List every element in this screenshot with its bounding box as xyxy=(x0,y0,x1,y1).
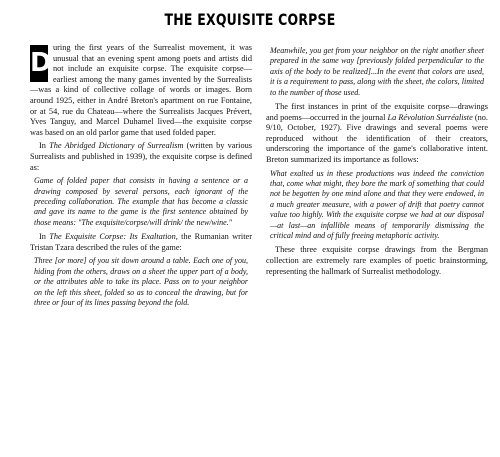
tzara-paragraph xyxy=(30,232,252,253)
text-span: the Rumanian writer Tristan Tzara described the rules of the game: xyxy=(30,232,252,252)
tzara-quote-continued: Meanwhile, you get from your neighbor on the right another sheet prepared in the same way [previously folded perpendicular to the axis of the body to be realized]...In the event that colors are used, it is a requirement to pass, along with the sheet, the colors, limited to the number of those used. xyxy=(270,46,484,97)
dictionary-paragraph xyxy=(30,141,252,173)
book-title: The Exquisite Corpse: Its Exaltation, xyxy=(49,232,178,242)
text-span: (written by various Surrealists and published in 1939), the exquisite corpse is defined as: xyxy=(30,141,252,172)
text-span: (no. 9/10, October, 1927). Five drawings and several poems were reproduced without the identification of their creators, underscoring the importance of the game's collaborative intent. Breton summarized its importance as follows: xyxy=(266,112,488,164)
drop-cap: D xyxy=(30,45,48,82)
intro-paragraph xyxy=(30,43,252,138)
tzara-quote: Three [or more] of you sit down around a table. Each one of you, hiding from the others, draws on a sheet the upper part of a body, or the attributes able to take its place. Pass on to your neighbor on the left this sheet, folded so as to conceal the drawing, but for three or four of its lines passing beyond the fold. xyxy=(34,256,248,307)
intro-text: uring the first years of the Surrealist movement, it was unusual that an evening spent among poets and artists did not include an exquisite corpse. The exquisite corpse—earliest among the many games invented by the Surrealists—was a kind of collective collage of words or images. Born around 1925, either in André Breton's apartment on rue Fontaine, or at 54, rue du Chateau—where the Surrealists Jacques Prévert, Yves Tanguy, and Marcel Duhamel lived—the exquisite corpse was based on an old parlor game that used folded paper. xyxy=(30,43,252,137)
book-title: The Abridged Dictionary of Surrealism xyxy=(49,141,184,151)
first-instances-paragraph xyxy=(266,102,488,166)
text-span: The first instances in print of the exquisite corpse—drawings and poems—occurred in the journal xyxy=(266,102,488,122)
left-column xyxy=(30,43,252,312)
journal-title: La Révolution Surréaliste xyxy=(387,112,473,122)
text-span: In xyxy=(39,232,50,242)
right-column xyxy=(266,43,488,280)
breton-quote: What exalted us in these productions was indeed the conviction that, come what might, they bore the mark of something that could not be begotten by one mind alone and that they were endowed, in a much greater measure, with a power of drift that poetry cannot value too highly. With the exquisite corpse we had at our disposal—at last—an infallible means of temporarily dismissing the critical mind and of fully freeing metaphoric activity. xyxy=(270,168,484,241)
closing-paragraph: These three exquisite corpse drawings from the Bergman collection are extremely rare examples of poetic brainstorming, representing the hallmark of Surrealist methodology. xyxy=(266,245,488,276)
dictionary-quote: Game of folded paper that consists in having a sentence or a drawing composed by several persons, each ignorant of the preceding collaboration. The example that has become a classic and gave its name to the game is the first sentence obtained by those means: "The exquisite/corpse/will drink/ the new/wine." xyxy=(34,176,248,227)
page-title: THE EXQUISITE CORPSE xyxy=(164,10,336,29)
text-span: In xyxy=(39,141,50,151)
